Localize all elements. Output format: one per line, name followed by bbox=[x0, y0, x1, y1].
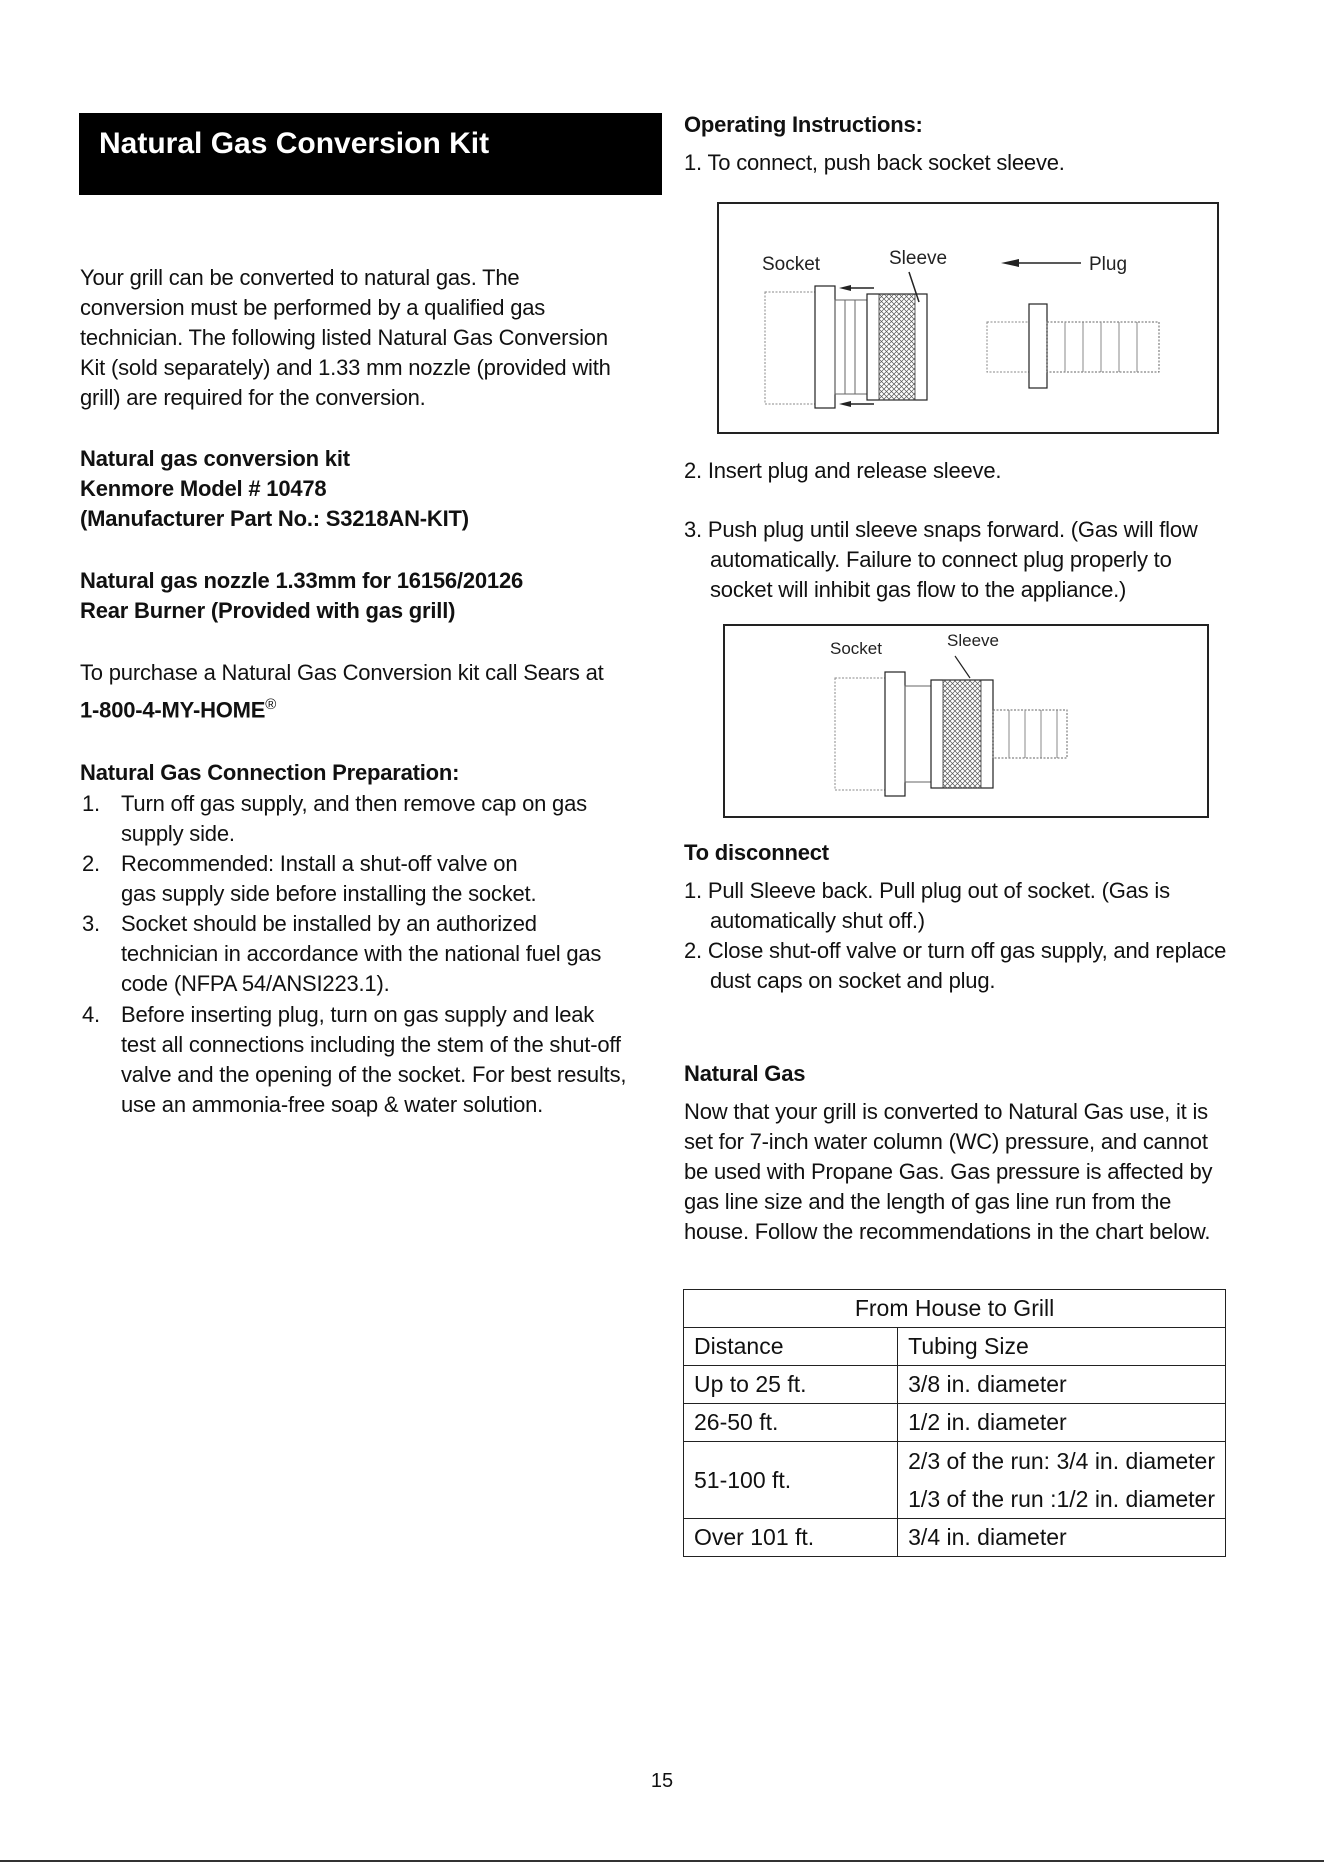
size-cell: 3/4 in. diameter bbox=[898, 1519, 1226, 1557]
kit-line: Natural gas conversion kit bbox=[80, 446, 350, 471]
list-line: use an ammonia-free soap & water solution. bbox=[121, 1092, 544, 1117]
natural-gas-line: gas line size and the length of gas line run from the bbox=[684, 1189, 1172, 1214]
list-item bbox=[80, 849, 640, 909]
operating-heading: Operating Instructions: bbox=[684, 112, 923, 137]
section-title-bar bbox=[79, 113, 662, 195]
registered-mark: ® bbox=[265, 696, 277, 713]
intro-line: grill) are required for the conversion. bbox=[80, 385, 426, 410]
table-header-row bbox=[684, 1328, 1226, 1366]
phone-text: 1-800-4-MY-HOME bbox=[80, 697, 266, 723]
intro-line: Kit (sold separately) and 1.33 mm nozzle (provided with bbox=[80, 355, 611, 380]
natural-gas-line: set for 7-inch water column (WC) pressure, and cannot bbox=[684, 1129, 1208, 1154]
natural-gas-paragraph bbox=[684, 1097, 1212, 1247]
distance-cell: Over 101 ft. bbox=[684, 1519, 898, 1557]
column-header-distance: Distance bbox=[684, 1328, 898, 1366]
prep-heading: Natural Gas Connection Preparation: bbox=[80, 760, 460, 785]
list-line: Turn off gas supply, and then remove cap on gas bbox=[121, 791, 587, 816]
step3-line: automatically. Failure to connect plug properly to bbox=[710, 547, 1172, 572]
list-item bbox=[80, 1000, 640, 1122]
disconnect-line: 2. Close shut-off valve or turn off gas supply, and replace bbox=[684, 938, 1227, 963]
size-line: 1/3 of the run :1/2 in. diameter bbox=[908, 1486, 1215, 1512]
step3-line: socket will inhibit gas flow to the appliance.) bbox=[710, 577, 1127, 602]
kit-line: (Manufacturer Part No.: S3218AN-KIT) bbox=[80, 506, 469, 531]
phone-number bbox=[80, 690, 604, 725]
kit-info bbox=[80, 444, 469, 534]
list-line: valve and the opening of the socket. For best results, bbox=[121, 1062, 627, 1087]
plug-label: Plug bbox=[1089, 254, 1128, 275]
list-number: 2. bbox=[82, 851, 100, 876]
intro-line: Your grill can be converted to natural gas. The bbox=[80, 265, 520, 290]
table-caption-row bbox=[684, 1290, 1226, 1328]
connected-socket-drawing bbox=[725, 626, 1207, 816]
natural-gas-heading: Natural Gas bbox=[684, 1061, 806, 1086]
purchase-info bbox=[80, 658, 604, 725]
kit-line: Kenmore Model # 10478 bbox=[80, 476, 327, 501]
socket-label: Socket bbox=[762, 254, 821, 275]
sleeve-label: Sleeve bbox=[947, 631, 999, 650]
size-cell bbox=[898, 1442, 1226, 1519]
intro-paragraph bbox=[80, 263, 611, 413]
list-line: code (NFPA 54/ANSI223.1). bbox=[121, 971, 390, 996]
natural-gas-line: Now that your grill is converted to Natural Gas use, it is bbox=[684, 1099, 1208, 1124]
socket-plug-diagram bbox=[717, 202, 1219, 434]
connected-socket-diagram bbox=[723, 624, 1209, 818]
table-row bbox=[684, 1442, 1226, 1519]
nozzle-line: Natural gas nozzle 1.33mm for 16156/20126 bbox=[80, 568, 524, 593]
prep-steps-list bbox=[80, 789, 640, 1122]
page-title: Natural Gas Conversion Kit bbox=[99, 127, 490, 160]
list-item bbox=[80, 909, 640, 1000]
disconnect-line: 1. Pull Sleeve back. Pull plug out of socket. (Gas is bbox=[684, 878, 1170, 903]
disconnect-line: automatically shut off.) bbox=[710, 908, 925, 933]
list-line: test all connections including the stem of the shut-off bbox=[121, 1032, 621, 1057]
sleeve-label: Sleeve bbox=[889, 248, 948, 269]
disconnect-steps bbox=[684, 876, 1226, 996]
table-row bbox=[684, 1366, 1226, 1404]
bottom-divider bbox=[0, 1860, 1324, 1862]
list-line: gas supply side before installing the socket. bbox=[121, 881, 537, 906]
natural-gas-line: be used with Propane Gas. Gas pressure is affected by bbox=[684, 1159, 1213, 1184]
connect-step-2: 2. Insert plug and release sleeve. bbox=[684, 458, 1002, 483]
intro-line: technician. The following listed Natural Gas Conversion bbox=[80, 325, 608, 350]
purchase-text: To purchase a Natural Gas Conversion kit call Sears at bbox=[80, 660, 604, 685]
connect-step-1: 1. To connect, push back socket sleeve. bbox=[684, 150, 1065, 175]
list-line: technician in accordance with the national fuel gas bbox=[121, 941, 602, 966]
table-row bbox=[684, 1519, 1226, 1557]
list-line: supply side. bbox=[121, 821, 235, 846]
list-number: 4. bbox=[82, 1002, 100, 1027]
distance-cell: 51-100 ft. bbox=[684, 1442, 898, 1519]
size-cell: 3/8 in. diameter bbox=[898, 1366, 1226, 1404]
step3-line: 3. Push plug until sleeve snaps forward. (Gas will flow bbox=[684, 517, 1198, 542]
intro-line: conversion must be performed by a qualified gas bbox=[80, 295, 546, 320]
socket-label: Socket bbox=[830, 639, 882, 658]
nozzle-line: Rear Burner (Provided with gas grill) bbox=[80, 598, 456, 623]
disconnect-line: dust caps on socket and plug. bbox=[710, 968, 996, 993]
list-number: 1. bbox=[82, 791, 100, 816]
distance-cell: Up to 25 ft. bbox=[684, 1366, 898, 1404]
table-row bbox=[684, 1404, 1226, 1442]
table-caption: From House to Grill bbox=[684, 1290, 1226, 1328]
connect-step-3 bbox=[684, 515, 1198, 605]
page-number: 15 bbox=[650, 1770, 674, 1792]
list-line: Recommended: Install a shut-off valve on bbox=[121, 851, 518, 876]
tubing-size-table bbox=[683, 1289, 1226, 1557]
disconnect-heading: To disconnect bbox=[684, 840, 829, 865]
list-line: Before inserting plug, turn on gas supply and leak bbox=[121, 1002, 595, 1027]
size-line: 2/3 of the run: 3/4 in. diameter bbox=[908, 1448, 1215, 1474]
nozzle-info bbox=[80, 566, 523, 626]
distance-cell: 26-50 ft. bbox=[684, 1404, 898, 1442]
list-line: Socket should be installed by an authorized bbox=[121, 911, 537, 936]
natural-gas-line: house. Follow the recommendations in the chart below. bbox=[684, 1219, 1211, 1244]
list-number: 3. bbox=[82, 911, 100, 936]
column-header-tubing-size: Tubing Size bbox=[898, 1328, 1226, 1366]
size-cell: 1/2 in. diameter bbox=[898, 1404, 1226, 1442]
socket-plug-drawing bbox=[719, 204, 1217, 432]
list-item bbox=[80, 789, 640, 849]
